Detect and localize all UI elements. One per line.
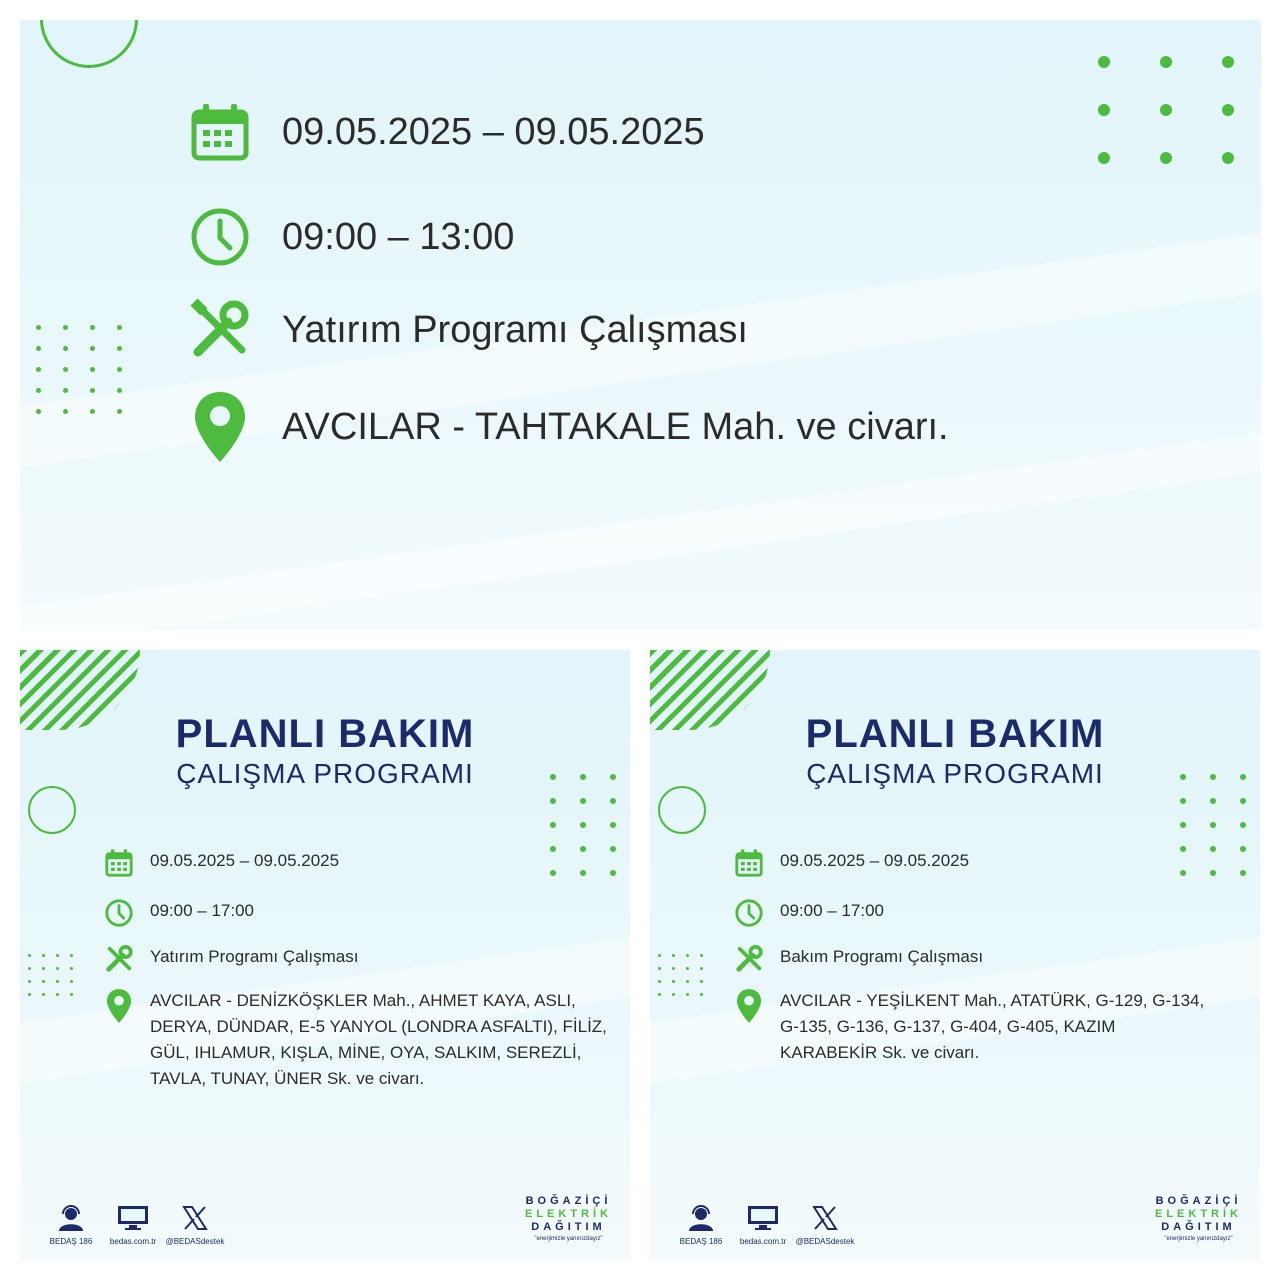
right-card-panel [650,650,1260,1260]
phone-label: BEDAŞ 186 [679,1237,723,1246]
footer-contacts [48,1205,225,1246]
web-contact[interactable] [110,1205,156,1246]
phone-contact[interactable] [678,1205,724,1246]
top-announcement-panel [20,20,1261,630]
clock-icon [188,205,252,269]
time-row [104,898,254,928]
card-subtitle: ÇALIŞMA PROGRAMI [806,758,1104,789]
location-pin-icon [734,988,764,1024]
time-row [188,205,514,269]
work-row [104,944,358,974]
decorative-dots [658,954,703,996]
date-text: 09.05.2025 – 09.05.2025 [780,851,970,870]
location-row [188,390,949,464]
date-text: 09.05.2025 – 09.05.2025 [282,110,705,153]
phone-label: BEDAŞ 186 [49,1237,93,1246]
support-agent-icon [56,1205,86,1231]
location-row [104,988,614,1092]
card-title: PLANLI BAKIM [805,712,1105,756]
social-label: @BEDASdestek [165,1237,225,1246]
location-text: AVCILAR - YEŞİLKENT Mah., ATATÜRK, G-129, G-134, G-135, G-136, G-137, G-404, G-405, KAZIM KARABEKİR Sk. ve civarı. [780,991,1205,1062]
date-row [188,100,705,164]
social-label: @BEDASdestek [795,1237,855,1246]
date-row [734,848,969,878]
time-row [734,898,884,928]
phone-contact[interactable] [48,1205,94,1246]
time-text: 09:00 – 17:00 [780,901,884,920]
tools-icon [734,944,764,974]
footer-contacts [678,1205,855,1246]
card-subtitle: ÇALIŞMA PROGRAMI [176,758,474,789]
clock-icon [104,898,134,928]
support-agent-icon [686,1205,716,1231]
web-label: bedas.com.tr [739,1237,787,1246]
decorative-dots [1098,56,1234,164]
decorative-ring [658,786,706,834]
tools-icon [188,298,252,362]
web-contact[interactable] [740,1205,786,1246]
tools-icon [104,944,134,974]
clock-icon [734,898,764,928]
decorative-dots [28,954,73,996]
calendar-icon [188,100,252,164]
calendar-icon [734,848,764,878]
decorative-ring [40,20,138,68]
time-text: 09:00 – 17:00 [150,901,254,920]
work-row [188,298,748,362]
date-row [104,848,339,878]
location-text: AVCILAR - DENİZKÖŞKLER Mah., AHMET KAYA, ASLI, DERYA, DÜNDAR, E-5 YANYOL (LONDRA ASFALTI), FİLİZ, GÜL, IHLAMUR, KIŞLA, MİNE, OYA, SALKIM, SEREZLİ, TAVLA, TUNAY, ÜNER Sk. ve civarı. [150,991,607,1088]
location-row [734,988,1244,1066]
work-text: Bakım Programı Çalışması [780,947,984,966]
location-pin-icon [104,988,134,1024]
monitor-icon [747,1205,779,1231]
x-logo-icon [812,1205,838,1231]
date-text: 09.05.2025 – 09.05.2025 [150,851,340,870]
web-label: bedas.com.tr [109,1237,157,1246]
time-text: 09:00 – 13:00 [282,215,515,258]
work-row [734,944,983,974]
work-text: Yatırım Programı Çalışması [150,947,359,966]
location-pin-icon [188,390,252,464]
x-logo-icon [182,1205,208,1231]
social-contact[interactable] [795,1205,855,1246]
location-text: AVCILAR - TAHTAKALE Mah. ve civarı. [282,405,949,448]
work-text: Yatırım Programı Çalışması [282,308,748,351]
card-title: PLANLI BAKIM [175,712,475,756]
decorative-ring [28,786,76,834]
brand-logo: BOĞAZİÇİ ELEKTRİK DAĞITIM "enerjimizle yanınızdayız" [525,1195,612,1242]
monitor-icon [117,1205,149,1231]
decorative-dots [36,325,122,414]
left-card-panel [20,650,630,1260]
brand-logo: BOĞAZİÇİ ELEKTRİK DAĞITIM "enerjimizle yanınızdayız" [1155,1195,1242,1242]
social-contact[interactable] [165,1205,225,1246]
calendar-icon [104,848,134,878]
